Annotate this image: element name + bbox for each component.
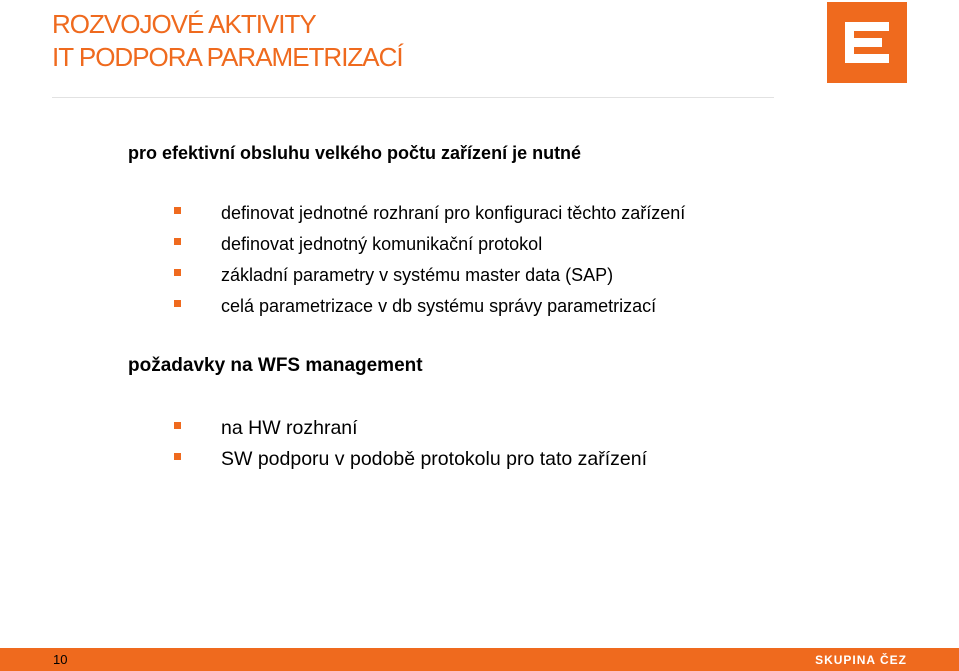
slide-title bbox=[52, 8, 403, 74]
page-number: 10 bbox=[53, 652, 68, 667]
square-bullet-icon bbox=[174, 300, 181, 307]
slide-title-line-1: ROZVOJOVÉ AKTIVITY bbox=[52, 9, 316, 39]
list-item-text: definovat jednotný komunikační protokol bbox=[221, 234, 543, 254]
footer-brand: SKUPINA ČEZ bbox=[815, 653, 907, 667]
section-heading-wfs-management: požadavky na WFS management bbox=[128, 355, 423, 376]
list-item-text: základní parametry v systému master data (SAP) bbox=[221, 265, 614, 285]
slide-title-line-2: IT PODPORA PARAMETRIZACÍ bbox=[52, 42, 403, 72]
square-bullet-icon bbox=[174, 422, 181, 429]
square-bullet-icon bbox=[174, 269, 181, 276]
square-bullet-icon bbox=[174, 207, 181, 214]
title-divider bbox=[52, 97, 774, 98]
cez-logo-icon bbox=[827, 2, 907, 83]
list-item-text: SW podporu v podobě protokolu pro tato zařízení bbox=[221, 448, 648, 470]
list-item-text: celá parametrizace v db systému správy parametrizací bbox=[221, 296, 657, 316]
square-bullet-icon bbox=[174, 238, 181, 245]
section-heading-requirements: pro efektivní obsluhu velkého počtu zařízení je nutné bbox=[128, 143, 582, 163]
square-bullet-icon bbox=[174, 453, 181, 460]
list-item-text: na HW rozhraní bbox=[221, 417, 358, 439]
footer-bar bbox=[0, 648, 959, 671]
list-item-text: definovat jednotné rozhraní pro konfiguraci těchto zařízení bbox=[221, 203, 686, 223]
